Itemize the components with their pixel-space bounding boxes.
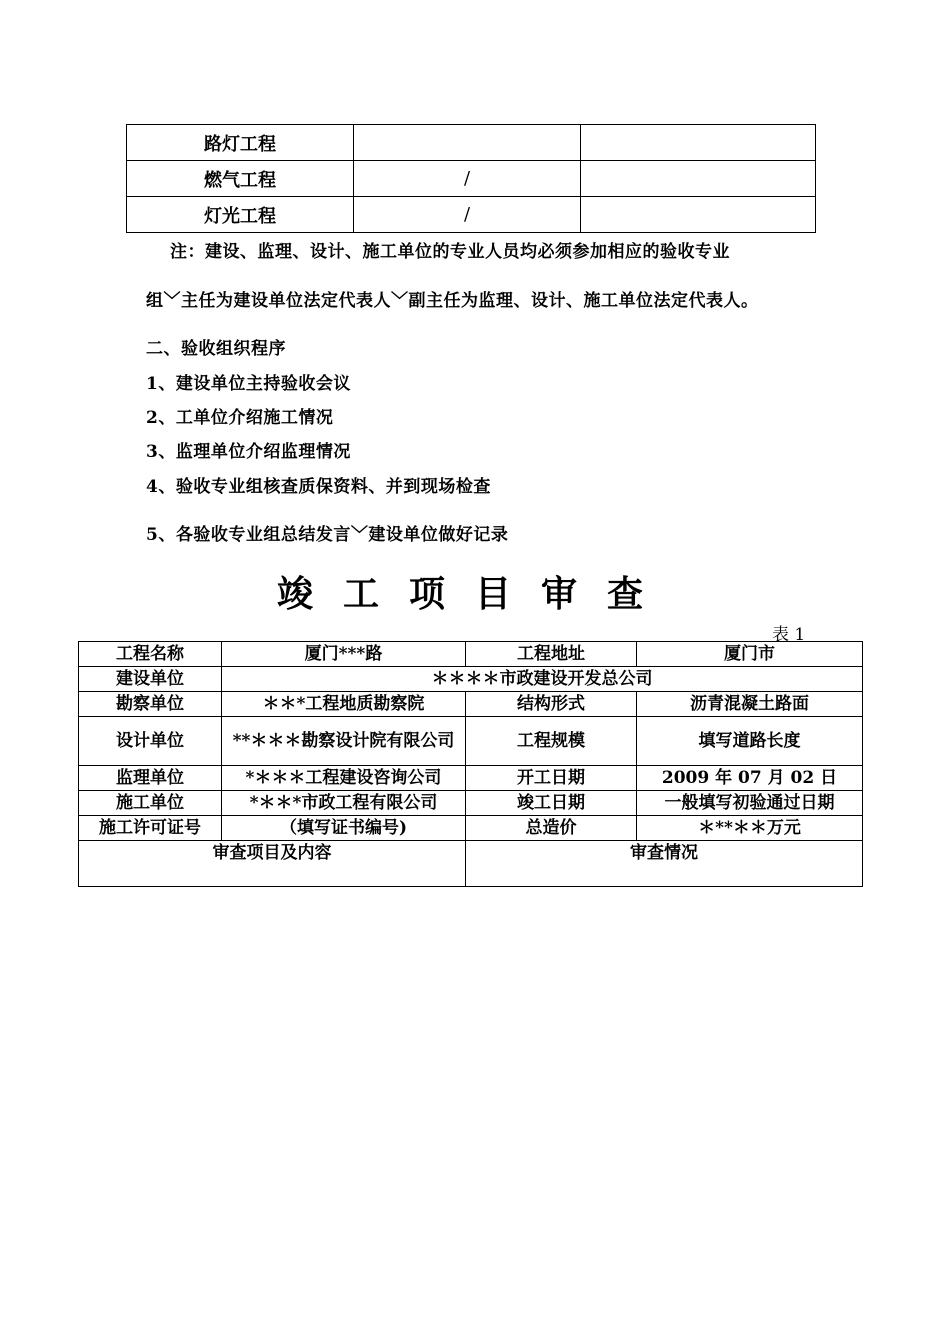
survey-value: ＊＊*工程地质勘察院 bbox=[222, 692, 466, 717]
start-date-value: 2009 年 07 月 02 日 bbox=[637, 766, 863, 791]
complete-date-value: 一般填写初验通过日期 bbox=[637, 791, 863, 816]
table-cell: 灯光工程 bbox=[127, 197, 354, 233]
table-cell: / bbox=[354, 161, 581, 197]
scale-label: 工程规模 bbox=[466, 717, 637, 766]
construction-label: 施工单位 bbox=[79, 791, 222, 816]
table-row bbox=[79, 766, 863, 791]
start-date-label: 开工日期 bbox=[466, 766, 637, 791]
table-row bbox=[79, 816, 863, 841]
table-cell bbox=[581, 125, 816, 161]
procedure-step: 3、监理单位介绍监理情况 bbox=[146, 442, 351, 462]
supervisor-label: 监理单位 bbox=[79, 766, 222, 791]
design-label: 设计单位 bbox=[79, 717, 222, 766]
permit-label: 施工许可证号 bbox=[79, 816, 222, 841]
scale-value: 填写道路长度 bbox=[637, 717, 863, 766]
table-row bbox=[127, 125, 816, 161]
builder-label: 建设单位 bbox=[79, 667, 222, 692]
project-name-value: 厦门***路 bbox=[222, 642, 466, 667]
design-value: **＊＊＊勘察设计院有限公司 bbox=[222, 717, 466, 766]
table-row bbox=[79, 667, 863, 692]
project-review-table bbox=[78, 641, 863, 887]
table-row bbox=[79, 841, 863, 887]
structure-value: 沥青混凝土路面 bbox=[637, 692, 863, 717]
table-number: 表 1 bbox=[772, 625, 806, 645]
table-row bbox=[127, 197, 816, 233]
project-name-label: 工程名称 bbox=[79, 642, 222, 667]
table-row bbox=[79, 692, 863, 717]
table-row bbox=[79, 642, 863, 667]
procedure-step: 1、建设单位主持验收会议 bbox=[146, 374, 351, 394]
cost-value: ＊**＊＊万元 bbox=[637, 816, 863, 841]
supervisor-value: *＊＊＊工程建设咨询公司 bbox=[222, 766, 466, 791]
procedure-step: 4、验收专业组核查质保资料、并到现场检查 bbox=[146, 477, 491, 497]
construction-value: *＊＊*市政工程有限公司 bbox=[222, 791, 466, 816]
table-cell bbox=[354, 125, 581, 161]
procedure-step: 5、各验收专业组总结发言﹀建设单位做好记录 bbox=[146, 525, 509, 545]
table-cell: 路灯工程 bbox=[127, 125, 354, 161]
acceptance-group-table bbox=[126, 124, 816, 233]
procedure-step: 2、工单位介绍施工情况 bbox=[146, 408, 334, 428]
structure-label: 结构形式 bbox=[466, 692, 637, 717]
section-heading: 二、验收组织程序 bbox=[146, 339, 286, 359]
table-cell bbox=[581, 197, 816, 233]
complete-date-label: 竣工日期 bbox=[466, 791, 637, 816]
builder-value: ＊＊＊＊市政建设开发总公司 bbox=[222, 667, 863, 692]
review-items-header: 审查项目及内容 bbox=[79, 841, 466, 887]
table-row bbox=[79, 717, 863, 766]
note-line-1: 注：建设、监理、设计、施工单位的专业人员均必须参加相应的验收专业 bbox=[170, 242, 730, 262]
table-cell: / bbox=[354, 197, 581, 233]
table-row bbox=[127, 161, 816, 197]
review-status-header: 审查情况 bbox=[466, 841, 863, 887]
note-line-2: 组﹀主任为建设单位法定代表人﹀副主任为监理、设计、施工单位法定代表人。 bbox=[146, 291, 759, 311]
table-cell: 燃气工程 bbox=[127, 161, 354, 197]
page-title: 竣工项目审查 bbox=[276, 573, 673, 615]
project-address-value: 厦门市 bbox=[637, 642, 863, 667]
cost-label: 总造价 bbox=[466, 816, 637, 841]
table-cell bbox=[581, 161, 816, 197]
project-address-label: 工程地址 bbox=[466, 642, 637, 667]
table-row bbox=[79, 791, 863, 816]
survey-label: 勘察单位 bbox=[79, 692, 222, 717]
permit-value: （填写证书编号) bbox=[222, 816, 466, 841]
